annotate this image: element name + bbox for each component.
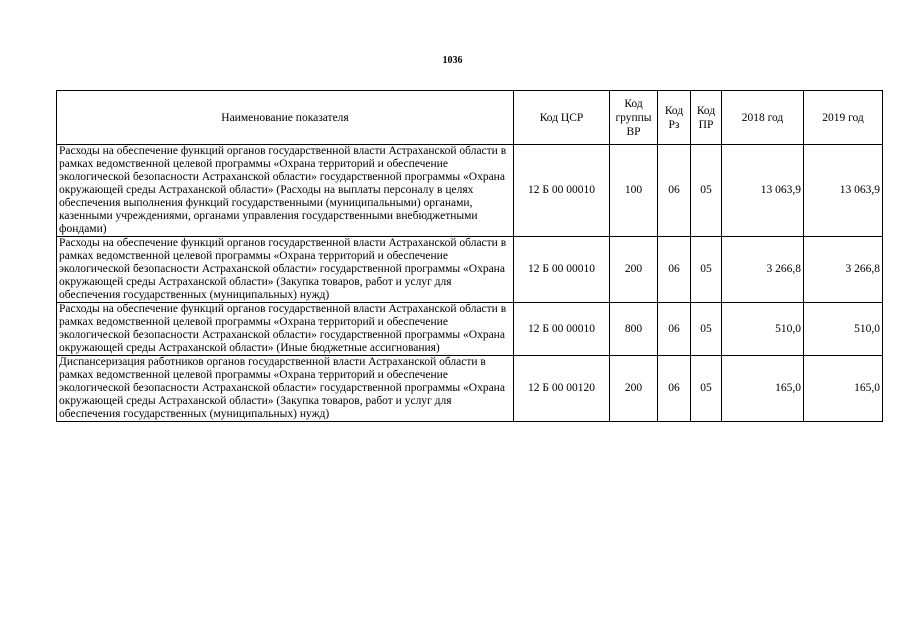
header-name: Наименование показателя: [57, 91, 514, 145]
row-2018: 165,0: [722, 356, 804, 422]
row-2018: 510,0: [722, 303, 804, 356]
header-csr: Код ЦСР: [514, 91, 610, 145]
header-vr: Код группы ВР: [610, 91, 658, 145]
row-2018: 3 266,8: [722, 237, 804, 303]
row-csr: 12 Б 00 00010: [514, 145, 610, 237]
header-2018: 2018 год: [722, 91, 804, 145]
header-2019: 2019 год: [804, 91, 883, 145]
budget-table: [56, 90, 883, 422]
row-csr: 12 Б 00 00120: [514, 356, 610, 422]
row-vr: 800: [610, 303, 658, 356]
row-2019: 3 266,8: [804, 237, 883, 303]
row-vr: 200: [610, 356, 658, 422]
table-row: [57, 356, 883, 422]
table-header-row: [57, 91, 883, 145]
row-2019: 510,0: [804, 303, 883, 356]
table-row: [57, 237, 883, 303]
row-name: Диспансеризация работников органов государственной власти Астраханской области в рамках ведомственной целевой программы «Охрана территорий и обеспечение экологической безопасности Астраханской области» государственной программы «Охрана окружающей среды Астраханской области» (Закупка товаров, работ и услуг для обеспечения государственных (муниципальных) нужд): [57, 356, 514, 422]
row-rz: 06: [658, 356, 691, 422]
table-row: [57, 145, 883, 237]
table-row: [57, 303, 883, 356]
row-csr: 12 Б 00 00010: [514, 303, 610, 356]
row-2019: 13 063,9: [804, 145, 883, 237]
header-pr: Код ПР: [691, 91, 722, 145]
header-rz: Код Рз: [658, 91, 691, 145]
row-pr: 05: [691, 356, 722, 422]
row-2018: 13 063,9: [722, 145, 804, 237]
row-2019: 165,0: [804, 356, 883, 422]
page-number: 1036: [442, 55, 463, 66]
row-pr: 05: [691, 145, 722, 237]
row-rz: 06: [658, 145, 691, 237]
row-name: Расходы на обеспечение функций органов государственной власти Астраханской области в рамках ведомственной целевой программы «Охрана территорий и обеспечение экологической безопасности Астраханской области» государственной программы «Охрана окружающей среды Астраханской области» (Расходы на выплаты персоналу в целях обеспечения выполнения функций государственными (муниципальными) органами, казенными учреждениями, органами управления государственными внебюджетными фондами): [57, 145, 514, 237]
row-rz: 06: [658, 237, 691, 303]
row-name: Расходы на обеспечение функций органов государственной власти Астраханской области в рамках ведомственной целевой программы «Охрана территорий и обеспечение экологической безопасности Астраханской области» государственной программы «Охрана окружающей среды Астраханской области» (Иные бюджетные ассигнования): [57, 303, 514, 356]
row-rz: 06: [658, 303, 691, 356]
row-pr: 05: [691, 237, 722, 303]
row-csr: 12 Б 00 00010: [514, 237, 610, 303]
row-vr: 200: [610, 237, 658, 303]
row-vr: 100: [610, 145, 658, 237]
row-pr: 05: [691, 303, 722, 356]
row-name: Расходы на обеспечение функций органов государственной власти Астраханской области в рамках ведомственной целевой программы «Охрана территорий и обеспечение экологической безопасности Астраханской области» государственной программы «Охрана окружающей среды Астраханской области» (Закупка товаров, работ и услуг для обеспечения государственных (муниципальных) нужд): [57, 237, 514, 303]
